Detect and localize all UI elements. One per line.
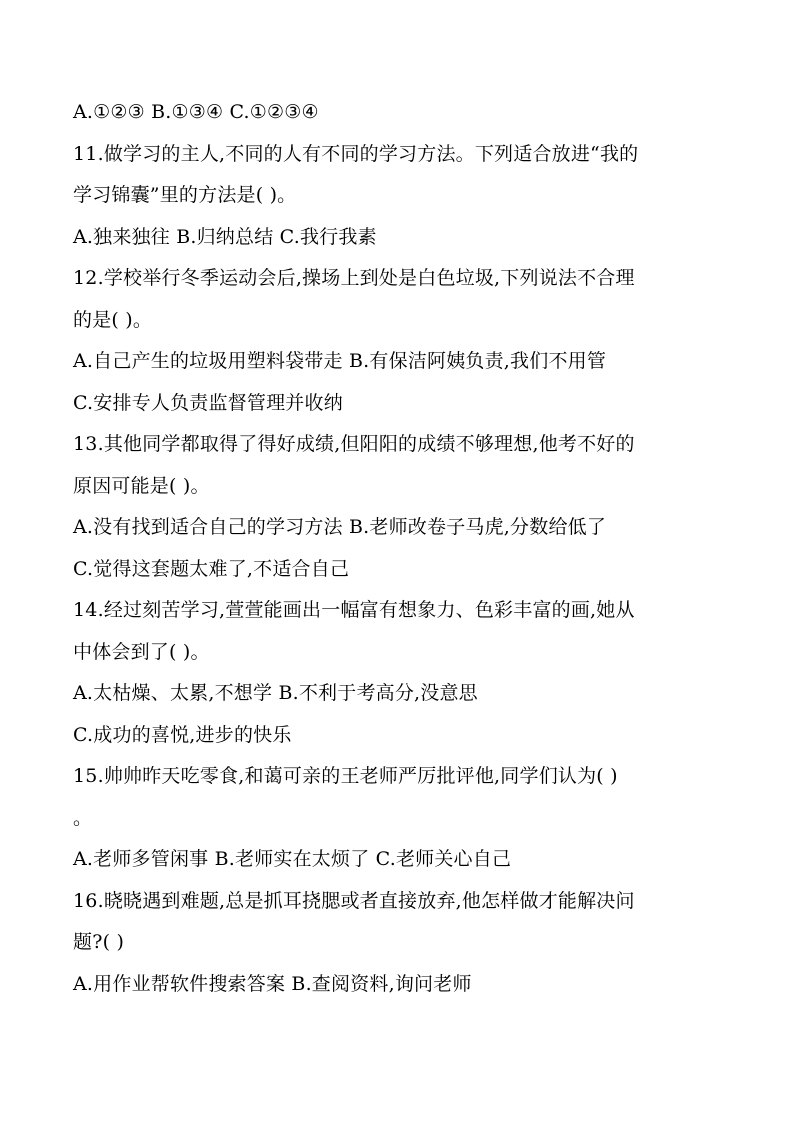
q15-options: A.老师多管闲事 B.老师实在太烦了 C.老师关心自己	[73, 848, 512, 870]
q14-stem-line2: 中体会到了( )。	[73, 641, 210, 663]
q11-options: A.独来独往 B.归纳总结 C.我行我素	[73, 226, 377, 248]
q11-stem-line2: 学习锦囊”里的方法是( )。	[73, 184, 297, 206]
q16-stem-line1: 16.晓晓遇到难题,总是抓耳挠腮或者直接放弃,他怎样做才能解决问	[73, 890, 635, 912]
q10-options: A.①②③ B.①③④ C.①②③④	[73, 101, 319, 123]
q14-options-line2: C.成功的喜悦,进步的快乐	[73, 724, 292, 746]
q13-options-line1: A.没有找到适合自己的学习方法 B.老师改卷子马虎,分数给低了	[73, 516, 607, 538]
q14-options-line1: A.太枯燥、太累,不想学 B.不利于考高分,没意思	[73, 682, 478, 704]
q12-stem-line2: 的是( )。	[73, 309, 153, 331]
q13-options-line2: C.觉得这套题太难了,不适合自己	[73, 558, 350, 580]
q16-stem-line2: 题?( )	[73, 931, 125, 953]
q15-stem-line2: 。	[73, 807, 93, 829]
q14-stem-line1: 14.经过刻苦学习,萱萱能画出一幅富有想象力、色彩丰富的画,她从	[73, 599, 635, 621]
q13-stem-line1: 13.其他同学都取得了得好成绩,但阳阳的成绩不够理想,他考不好的	[73, 433, 635, 455]
q15-stem-line1: 15.帅帅昨天吃零食,和蔼可亲的王老师严厉批评他,同学们认为( )	[73, 765, 618, 787]
q12-options-line1: A.自己产生的垃圾用塑料袋带走 B.有保洁阿姨负责,我们不用管	[73, 350, 607, 372]
q16-options: A.用作业帮软件搜索答案 B.查阅资料,询问老师	[73, 973, 472, 995]
q12-options-line2: C.安排专人负责监督管理并收纳	[73, 392, 343, 414]
q11-stem-line1: 11.做学习的主人,不同的人有不同的学习方法。下列适合放进“我的	[73, 143, 639, 165]
q13-stem-line2: 原因可能是( )。	[73, 475, 210, 497]
q12-stem-line1: 12.学校举行冬季运动会后,操场上到处是白色垃圾,下列说法不合理	[73, 267, 635, 289]
